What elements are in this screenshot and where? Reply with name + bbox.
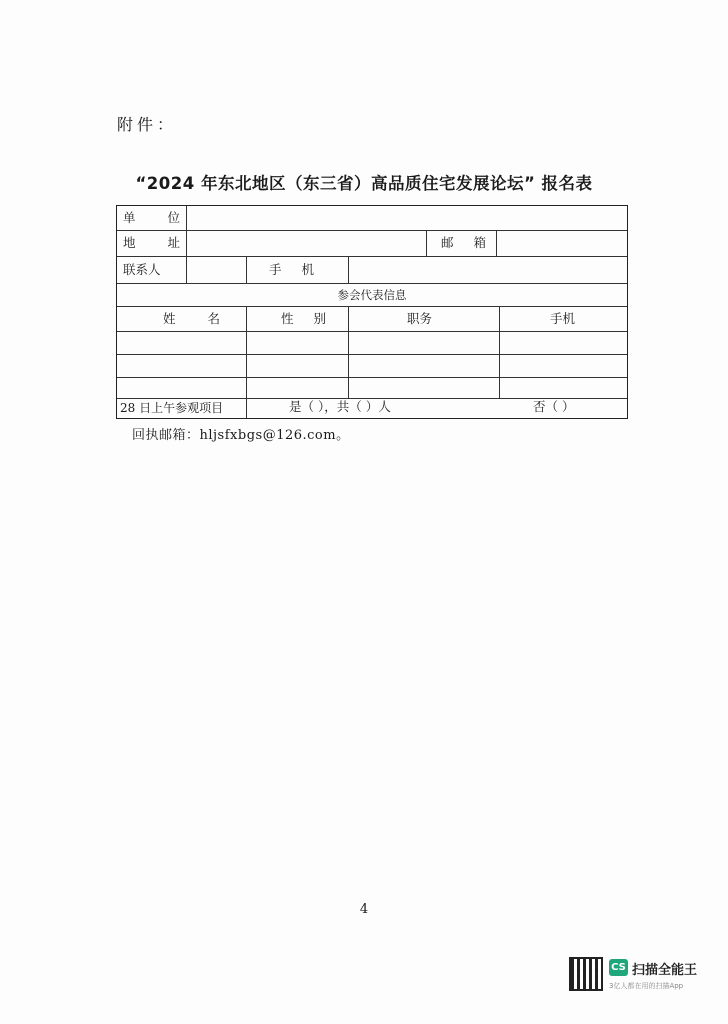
visit-no-option: 否（ ） xyxy=(533,399,575,414)
col-divider xyxy=(246,398,247,418)
receipt-email: 回执邮箱：hljsfxbgs@126.com。 xyxy=(132,428,350,443)
col-header-phone: 手机 xyxy=(550,311,576,326)
col-divider xyxy=(426,230,427,256)
registration-form-table xyxy=(116,205,628,419)
col-divider xyxy=(246,256,247,283)
camscanner-logo-icon: CS xyxy=(609,959,628,976)
page-number: 4 xyxy=(359,902,369,917)
email-label: 邮 箱 xyxy=(441,235,494,250)
visit-label: 28 日上午参观项目 xyxy=(120,401,224,415)
col-divider xyxy=(246,306,247,398)
col-divider xyxy=(499,306,500,398)
row-divider xyxy=(117,283,627,284)
col-header-position: 职务 xyxy=(407,311,433,326)
scanner-watermark xyxy=(569,957,709,993)
col-header-name: 姓 名 xyxy=(163,311,234,326)
row-divider xyxy=(117,256,627,257)
col-divider xyxy=(348,306,349,398)
row-divider xyxy=(117,354,627,355)
unit-label: 单 位 xyxy=(123,210,194,225)
watermark-tagline: 3亿人都在用的扫描App xyxy=(609,982,684,990)
address-label: 地 址 xyxy=(123,235,194,250)
col-header-gender: 性 别 xyxy=(281,311,334,326)
visit-yes-option: 是（ ），共（ ）人 xyxy=(289,399,391,414)
qr-code-icon xyxy=(569,957,603,991)
row-divider xyxy=(117,377,627,378)
phone-label: 手 机 xyxy=(269,262,322,277)
row-divider xyxy=(117,230,627,231)
attendee-section-header: 参会代表信息 xyxy=(337,288,407,302)
row-divider xyxy=(117,331,627,332)
form-title: “2024 年东北地区（东三省）高品质住宅发展论坛” 报名表 xyxy=(135,174,593,193)
attachment-label: 附件： xyxy=(117,115,178,134)
col-divider xyxy=(496,230,497,256)
contact-label: 联系人 xyxy=(123,262,161,277)
col-divider xyxy=(186,256,187,283)
watermark-app-name: 扫描全能王 xyxy=(632,963,698,978)
col-divider xyxy=(348,256,349,283)
row-divider xyxy=(117,306,627,307)
